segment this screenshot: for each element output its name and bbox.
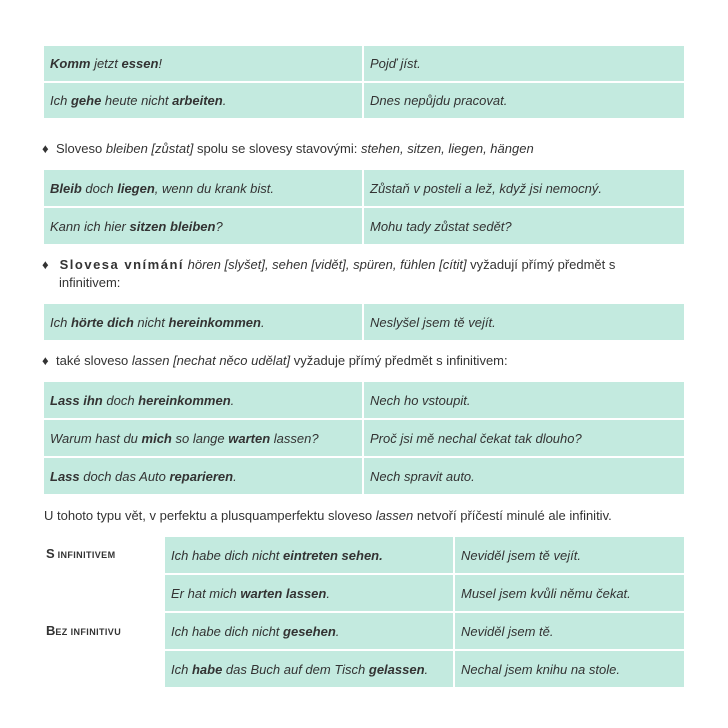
czech-translation-cell (363, 381, 685, 419)
german-sentence-cell (43, 169, 363, 207)
label-rest: EZ INFINITIVU (55, 627, 122, 637)
german-sentence-cell (164, 574, 454, 612)
bold-text: eintreten sehen. (283, 547, 383, 563)
text: Ich habe dich nicht (171, 623, 284, 639)
bold-text: hereinkommen (168, 314, 261, 330)
label-rest: INFINITIVEM (54, 550, 116, 560)
german-sentence-cell (164, 536, 454, 574)
text: so lange (171, 430, 229, 446)
text: Mohu tady zůstat sedět? (370, 218, 512, 234)
label-s-infinitivem (46, 546, 115, 561)
bold-text: Slovesa vnímání (59, 257, 185, 272)
czech-translation-cell (454, 536, 685, 574)
bold-text: liegen (117, 180, 155, 196)
bold-text: sitzen bleiben (129, 218, 216, 234)
text: . (222, 93, 227, 108)
text: Ich (50, 93, 71, 108)
bold-text: Lass (50, 468, 80, 484)
label-initial: S (46, 546, 55, 561)
text: doch (102, 392, 139, 408)
bold-text: gelassen (368, 661, 425, 677)
text: . (230, 392, 235, 408)
bold-text: gehe (70, 93, 102, 108)
table-row (43, 82, 685, 119)
text: . (233, 468, 237, 484)
czech-translation-cell (363, 457, 685, 495)
text: Dnes nepůjdu pracovat. (370, 93, 508, 108)
text: Neslyšel jsem tě vejít. (370, 314, 496, 330)
paragraph-lassen (42, 352, 692, 370)
german-sentence-cell (164, 612, 454, 650)
bold-text: mich (141, 430, 172, 446)
table-row (43, 381, 685, 419)
text: spolu se slovesy stavovými: (193, 141, 361, 156)
table-row (43, 45, 685, 82)
text: doch (81, 180, 118, 196)
german-sentence-cell (43, 82, 363, 119)
text: Nechal jsem knihu na stole. (461, 661, 620, 677)
example-table-5 (163, 535, 686, 689)
text: vyžaduje přímý předmět s infinitivem: (290, 353, 508, 368)
bold-text: habe (191, 661, 223, 677)
bold-text: Komm (50, 56, 91, 71)
text: . (326, 585, 330, 601)
table-row (164, 612, 685, 650)
table-row (164, 650, 685, 688)
italic-text: stehen, sitzen, liegen, hängen (360, 141, 534, 156)
czech-translation-cell (363, 419, 685, 457)
text: infinitivem: (59, 275, 121, 290)
bold-text: hereinkommen (138, 392, 231, 408)
text: Er hat mich (171, 585, 241, 601)
italic-text: hören [slyšet], sehen [vidět], spüren, fühlen [cítit] (184, 257, 467, 272)
table-row (43, 303, 685, 341)
german-sentence-cell (43, 303, 363, 341)
czech-translation-cell (363, 169, 685, 207)
text: nicht (133, 314, 169, 330)
table-row (43, 419, 685, 457)
text: také sloveso (56, 353, 132, 368)
czech-translation-cell (363, 82, 685, 119)
bold-text: arbeiten (172, 93, 223, 108)
example-table-3 (42, 302, 686, 342)
text: Zůstaň v posteli a lež, když jsi nemocný. (370, 180, 602, 196)
text: Proč jsi mě nechal čekat tak dlouho? (370, 430, 582, 446)
text: Ich (171, 661, 192, 677)
bold-text: hörte dich (70, 314, 134, 330)
text: Ich habe dich nicht (171, 547, 284, 563)
bullet-diamond-icon: ♦ (42, 257, 49, 272)
german-sentence-cell (43, 457, 363, 495)
example-table-1 (42, 44, 686, 120)
czech-translation-cell (454, 612, 685, 650)
table-row (43, 457, 685, 495)
bold-text: warten (228, 430, 271, 446)
german-sentence-cell (43, 419, 363, 457)
text: das Buch auf dem Tisch (222, 661, 369, 677)
german-sentence-cell (43, 207, 363, 245)
italic-text: bleiben [zůstat] (105, 141, 194, 156)
german-sentence-cell (43, 381, 363, 419)
bullet-diamond-icon: ♦ (42, 353, 49, 368)
czech-translation-cell (363, 45, 685, 82)
text: Sloveso (56, 141, 106, 156)
bold-text: essen (121, 56, 159, 71)
italic-text: lassen (375, 508, 414, 523)
text: ? (215, 218, 223, 234)
bold-text: Lass ihn (50, 392, 103, 408)
example-table-2 (42, 168, 686, 246)
paragraph-vnimani (42, 256, 690, 292)
bold-text: gesehen (283, 623, 336, 639)
czech-translation-cell (363, 207, 685, 245)
czech-translation-cell (363, 303, 685, 341)
text: vyžadují přímý předmět s (466, 257, 616, 272)
czech-translation-cell (454, 574, 685, 612)
german-sentence-cell (43, 45, 363, 82)
italic-text: lassen [nechat něco udělat] (131, 353, 291, 368)
text: . (260, 314, 265, 330)
bold-text: warten lassen (240, 585, 327, 601)
text: Warum hast du (50, 430, 142, 446)
text: Ich (50, 314, 71, 330)
text: jetzt (90, 56, 122, 71)
text: Kann ich hier (50, 218, 130, 234)
bold-text: reparieren (169, 468, 234, 484)
czech-translation-cell (454, 650, 685, 688)
text: ! (158, 56, 163, 71)
bold-text: Bleib (50, 180, 82, 196)
table-row (43, 207, 685, 245)
text: Musel jsem kvůli němu čekat. (461, 585, 631, 601)
text: , wenn du krank bist. (154, 180, 275, 196)
text: . (335, 623, 340, 639)
text: lassen? (270, 430, 319, 446)
text: netvoří příčestí minulé ale infinitiv. (413, 508, 612, 523)
table-row (164, 574, 685, 612)
german-sentence-cell (164, 650, 454, 688)
table-row (43, 169, 685, 207)
paragraph-perfect (44, 507, 694, 525)
text: U tohoto typu vět, v perfektu a plusquamperfektu sloveso (44, 508, 376, 523)
text: . (424, 661, 429, 677)
table-row (164, 536, 685, 574)
text: heute nicht (101, 93, 173, 108)
text: Neviděl jsem tě. (461, 623, 554, 639)
label-initial: B (46, 623, 56, 638)
text: Nech spravit auto. (370, 468, 475, 484)
label-bez-infinitivu (46, 623, 121, 638)
text: Pojď jíst. (370, 56, 421, 71)
text: Neviděl jsem tě vejít. (461, 547, 581, 563)
example-table-4 (42, 380, 686, 496)
bullet-diamond-icon: ♦ (42, 141, 49, 156)
text: doch das Auto (79, 468, 170, 484)
text: Nech ho vstoupit. (370, 392, 471, 408)
paragraph-bleiben (42, 140, 692, 158)
